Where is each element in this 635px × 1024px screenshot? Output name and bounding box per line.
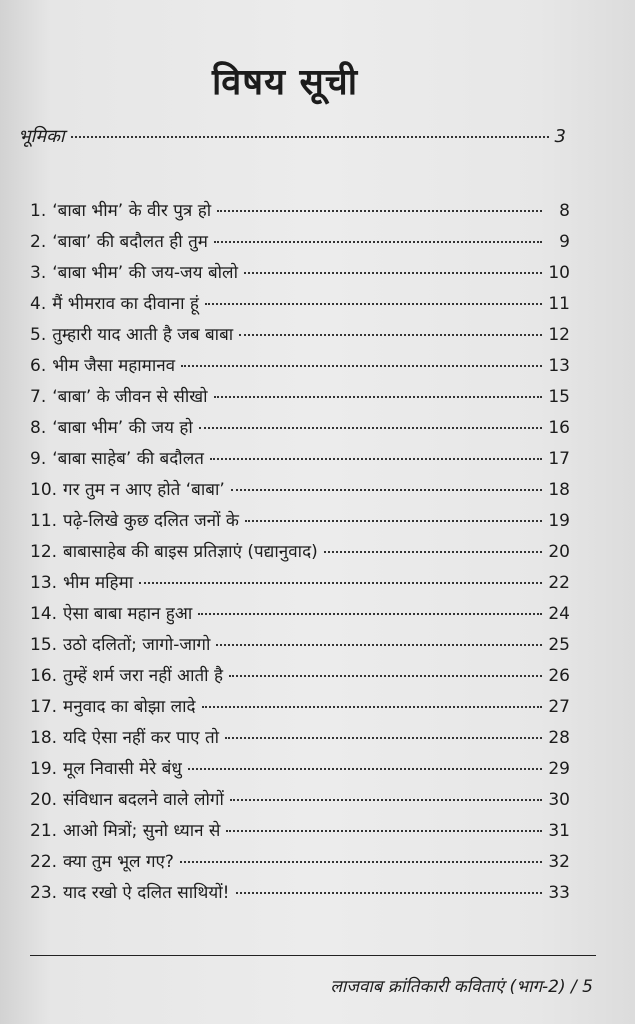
dot-leader	[199, 427, 542, 429]
entry-title: गर तुम न आए होते ‘बाबा’	[63, 480, 225, 500]
entry-page-number: 13	[548, 356, 570, 376]
entry-title: मनुवाद का बोझा लादे	[63, 697, 196, 717]
toc-entry	[30, 849, 570, 880]
entry-page-number: 33	[548, 883, 570, 903]
dot-leader	[217, 210, 542, 212]
entry-title: आओ मित्रों; सुनो ध्यान से	[63, 821, 221, 841]
toc-entry	[30, 818, 570, 849]
entry-page-number: 32	[548, 852, 570, 872]
dot-leader	[229, 675, 542, 677]
entry-page-number: 11	[548, 294, 570, 314]
entry-number: 8.	[30, 418, 47, 438]
entry-title: भीम महिमा	[63, 573, 134, 593]
dot-leader	[324, 551, 542, 553]
entry-number: 2.	[30, 232, 47, 252]
intro-page-number: 3	[554, 126, 566, 147]
entry-number: 6.	[30, 356, 47, 376]
toc-entry	[30, 880, 570, 911]
entry-title: ‘बाबा’ की बदौलत ही तुम	[52, 232, 208, 252]
entry-number: 18.	[30, 728, 58, 748]
entry-number: 5.	[30, 325, 47, 345]
entry-number: 16.	[30, 666, 58, 686]
toc-entry	[30, 260, 570, 291]
toc-entry	[30, 446, 570, 477]
entry-number: 19.	[30, 759, 58, 779]
toc-entry	[30, 694, 570, 725]
entry-title: तुम्हारी याद आती है जब बाबा	[52, 325, 234, 345]
entry-title: ‘बाबा’ के जीवन से सीखो	[52, 387, 208, 407]
toc-entry	[30, 229, 570, 260]
entry-number: 23.	[30, 883, 58, 903]
entry-page-number: 8	[559, 201, 570, 221]
page-footer: लाजवाब क्रांतिकारी कविताएं (भाग-2) / 5	[330, 977, 593, 997]
entry-number: 13.	[30, 573, 58, 593]
toc-entry	[30, 663, 570, 694]
entry-number: 17.	[30, 697, 58, 717]
entry-title: बाबासाहेब की बाइस प्रतिज्ञाएं (पद्यानुवाद)	[63, 542, 318, 562]
toc-entry	[30, 477, 570, 508]
entry-title: यदि ऐसा नहीं कर पाए तो	[63, 728, 220, 748]
entry-title: ‘बाबा भीम’ के वीर पुत्र हो	[52, 201, 212, 221]
page-title: विषय सूची	[211, 62, 359, 103]
dot-leader	[244, 272, 542, 274]
entry-title: ‘बाबा भीम’ की जय हो	[52, 418, 193, 438]
toc-entry	[30, 632, 570, 663]
dot-leader	[214, 396, 542, 398]
entry-number: 10.	[30, 480, 58, 500]
entry-title: संविधान बदलने वाले लोगों	[63, 790, 224, 810]
toc-entry	[30, 415, 570, 446]
entry-page-number: 19	[548, 511, 570, 531]
toc-entry	[30, 384, 570, 415]
entry-page-number: 30	[548, 790, 570, 810]
toc-entry	[30, 756, 570, 787]
dot-leader	[205, 303, 542, 305]
toc-entry	[30, 725, 570, 756]
entry-page-number: 20	[548, 542, 570, 562]
dot-leader	[225, 737, 542, 739]
entry-number: 20.	[30, 790, 58, 810]
dot-leader	[245, 520, 542, 522]
entry-page-number: 17	[548, 449, 570, 469]
toc-entry	[30, 539, 570, 570]
entry-title: क्या तुम भूल गए?	[63, 852, 174, 872]
entry-title: उठो दलितों; जागो-जागो	[63, 635, 211, 655]
entry-page-number: 31	[548, 821, 570, 841]
toc-entry	[30, 322, 570, 353]
entry-page-number: 29	[548, 759, 570, 779]
dot-leader	[198, 613, 542, 615]
entry-page-number: 15	[548, 387, 570, 407]
toc-entry	[30, 353, 570, 384]
toc-list	[30, 198, 570, 911]
entry-number: 15.	[30, 635, 58, 655]
entry-title: मैं भीमराव का दीवाना हूं	[52, 294, 199, 314]
toc-entry	[30, 291, 570, 322]
entry-title: याद रखो ऐ दलित साथियों!	[63, 883, 230, 903]
toc-entry	[30, 198, 570, 229]
toc-entry	[30, 601, 570, 632]
entry-page-number: 18	[548, 480, 570, 500]
entry-number: 11.	[30, 511, 58, 531]
entry-title: तुम्हें शर्म जरा नहीं आती है	[63, 666, 223, 686]
footer-rule	[30, 955, 596, 956]
dot-leader	[202, 706, 542, 708]
entry-page-number: 26	[548, 666, 570, 686]
dot-leader	[139, 582, 542, 584]
dot-leader	[239, 334, 542, 336]
entry-page-number: 9	[559, 232, 570, 252]
entry-number: 14.	[30, 604, 58, 624]
toc-entry	[30, 787, 570, 818]
entry-number: 22.	[30, 852, 58, 872]
dot-leader	[180, 861, 542, 863]
entry-number: 7.	[30, 387, 47, 407]
dot-leader	[230, 799, 542, 801]
dot-leader	[236, 892, 543, 894]
entry-number: 3.	[30, 263, 47, 283]
entry-page-number: 12	[548, 325, 570, 345]
dot-leader	[231, 489, 542, 491]
entry-title: ‘बाबा भीम’ की जय-जय बोलो	[52, 263, 238, 283]
entry-number: 4.	[30, 294, 47, 314]
entry-page-number: 25	[548, 635, 570, 655]
entry-title: पढ़े-लिखे कुछ दलित जनों के	[63, 511, 239, 531]
entry-title: मूल निवासी मेरे बंधु	[63, 759, 182, 779]
entry-title: भीम जैसा महामानव	[52, 356, 176, 376]
dot-leader	[210, 458, 542, 460]
intro-label: भूमिका	[18, 126, 65, 147]
entry-number: 12.	[30, 542, 58, 562]
entry-page-number: 10	[548, 263, 570, 283]
entry-number: 21.	[30, 821, 58, 841]
toc-intro-row	[18, 124, 566, 148]
entry-page-number: 27	[548, 697, 570, 717]
entry-page-number: 24	[548, 604, 570, 624]
dot-leader	[214, 241, 542, 243]
entry-title: ‘बाबा साहेब’ की बदौलत	[52, 449, 204, 469]
dot-leader	[226, 830, 542, 832]
dot-leader	[181, 365, 542, 367]
entry-number: 1.	[30, 201, 47, 221]
toc-entry	[30, 508, 570, 539]
entry-number: 9.	[30, 449, 47, 469]
entry-page-number: 22	[548, 573, 570, 593]
entry-title: ऐसा बाबा महान हुआ	[63, 604, 193, 624]
entry-page-number: 16	[548, 418, 570, 438]
dot-leader	[188, 768, 542, 770]
dot-leader	[71, 136, 549, 138]
toc-entry	[30, 570, 570, 601]
dot-leader	[216, 644, 542, 646]
entry-page-number: 28	[548, 728, 570, 748]
